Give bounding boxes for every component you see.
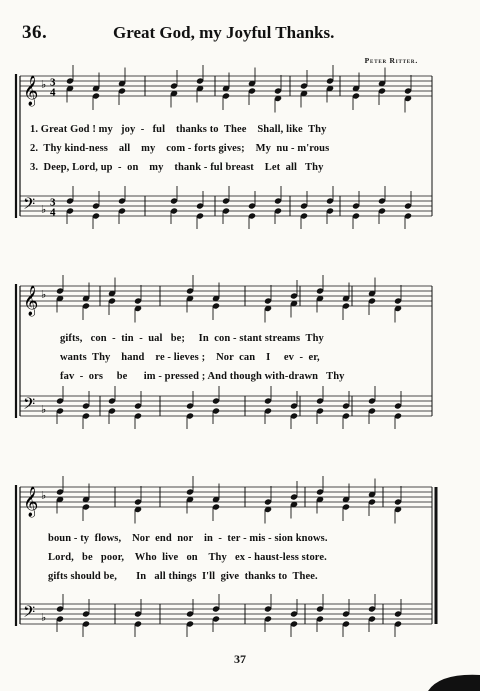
lyric-line-verse-2: 2. Thy kind-ness all my com - forts gives; My nu - m'rous xyxy=(30,143,330,154)
treble-clef-icon: 𝄞 xyxy=(23,487,39,517)
treble-clef-icon: 𝄞 xyxy=(23,286,39,316)
lyric-line-verse-3: 3. Deep, Lord, up - on my thank - ful breast Let all Thy xyxy=(30,162,324,173)
composer-credit: Peter Ritter. xyxy=(364,56,418,65)
time-signature: 3 xyxy=(50,76,56,89)
lyric-line-verse-2: Lord, be poor, Who live on Thy ex - haust-less store. xyxy=(48,552,327,563)
page-corner-mark xyxy=(420,665,480,691)
bass-clef-icon: 𝄢 xyxy=(23,195,36,217)
lyric-line-verse-1: 1. Great God ! my joy - ful thanks to Thee Shall, like Thy xyxy=(30,124,327,135)
flat-sign-icon: ♭ xyxy=(41,403,47,416)
page-number: 37 xyxy=(234,652,246,666)
hymn-title: Great God, my Joyful Thanks. xyxy=(113,23,335,42)
flat-sign-icon: ♭ xyxy=(41,203,47,216)
time-signature: 3 xyxy=(50,196,56,209)
lyric-line-verse-1: boun - ty flows, Nor end nor in - ter - mis - sion knows. xyxy=(48,533,328,544)
flat-sign-icon: ♭ xyxy=(41,489,47,502)
lyric-line-verse-1: gifts, con - tin - ual be; In con - stant streams Thy xyxy=(60,333,324,344)
lyric-line-verse-2: wants Thy hand re - lieves ; Nor can I ev - er, xyxy=(60,352,320,363)
lyric-line-verse-3: gifts should be, In all things I'll give thanks to Thee. xyxy=(48,571,318,582)
treble-clef-icon: 𝄞 xyxy=(23,76,39,106)
flat-sign-icon: ♭ xyxy=(41,611,47,624)
bass-clef-icon: 𝄢 xyxy=(23,395,36,417)
time-signature: 4 xyxy=(50,206,56,219)
lyric-line-verse-3: fav - ors be im - pressed ; And though with-drawn Thy xyxy=(60,371,345,382)
hymn-number: 36. xyxy=(22,22,48,43)
bass-clef-icon: 𝄢 xyxy=(23,603,36,625)
flat-sign-icon: ♭ xyxy=(41,288,47,301)
flat-sign-icon: ♭ xyxy=(41,78,47,91)
time-signature: 4 xyxy=(50,86,56,99)
